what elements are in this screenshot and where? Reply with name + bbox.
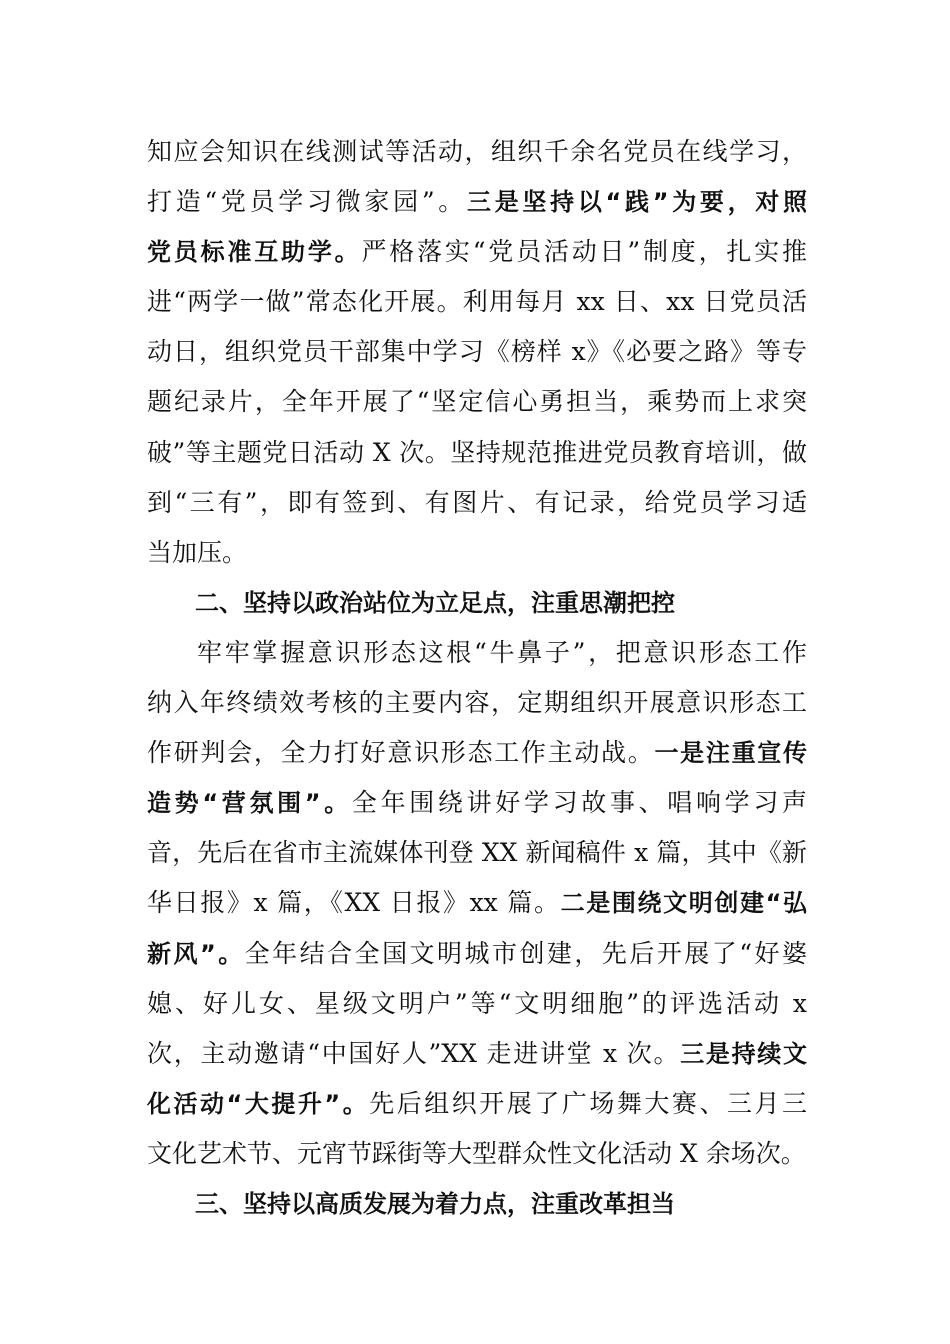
text-line [147,878,807,928]
document-body [147,127,807,1229]
text-line [147,528,807,578]
text-line [147,979,807,1029]
text-run: 动日，组织党员干部集中学习《榜样 x》《必要之路》等专 [147,337,807,367]
bold-text-run: 一是注重宣传 [654,739,807,768]
text-run: 华日报》x 篇，《XX 日报》xx 篇。 [147,888,561,918]
text-run: 文化艺术节、元宵节踩街等大型群众性文化活动 X 余场次。 [147,1138,806,1168]
text-line [147,929,807,979]
text-run: 破”等主题党日活动 X 次。坚持规范推进党员教育培训，做 [147,437,807,467]
text-line [147,778,807,828]
text-run: 先后组织开展了广场舞大赛、三月三 [369,1088,807,1118]
text-run: 打造“党员学习微家园”。 [147,187,468,217]
text-line [147,127,807,177]
text-line [147,227,807,277]
text-line [147,628,807,678]
bold-text-run: 三是持续文 [680,1039,808,1068]
text-run: 媳、好儿女、星级文明户”等“文明细胞”的评选活动 x [147,988,807,1018]
bold-text-run: 新风”。 [147,939,245,968]
section-heading-2: 二、坚持以政治站位为立足点，注重思潮把控 [195,588,675,617]
text-run: 纳入年终绩效考核的主要内容，定期组织开展意识形态工 [147,688,807,718]
text-run: 音，先后在省市主流媒体刊登 XX 新闻稿件 x 篇，其中《新 [147,838,807,868]
text-run: 严格落实“党员活动日”制度，扎实推 [361,237,807,267]
text-line [147,327,807,377]
text-line [147,728,807,778]
bold-text-run: 党员标准互助学。 [147,238,362,267]
text-line [147,678,807,728]
text-run: 牢牢掌握意识形态这根“牛鼻子”，把意识形态工作 [197,637,807,667]
text-line [147,1079,807,1129]
text-run: 全年围绕讲好学习故事、唱响学习声 [351,788,807,818]
text-run: 作研判会，全力打好意识形态工作主动战。 [147,738,655,768]
text-run: 题纪录片，全年开展了“坚定信心勇担当，乘势而上求突 [147,387,807,417]
bold-text-run: 化活动“大提升”。 [147,1089,370,1118]
text-line [147,277,807,327]
text-line [147,1129,807,1179]
text-run: 全年结合全国文明城市创建，先后开展了“好婆 [244,938,807,968]
bold-text-run: 造势“营氛围”。 [147,789,352,818]
text-run: 次，主动邀请“中国好人”XX 走进讲堂 x 次。 [147,1038,681,1068]
text-line [147,828,807,878]
text-line [147,377,807,427]
text-run: 进“两学一做”常态化开展。利用每月 xx 日、xx 日党员活 [147,287,807,317]
text-run: 当加压。 [147,537,248,567]
text-run: 到“三有”，即有签到、有图片、有记录，给党员学习适 [147,487,807,517]
text-line [147,478,807,528]
text-line [147,177,807,227]
text-line [147,1029,807,1079]
text-line [147,428,807,478]
bold-text-run: 二是围绕文明创建“弘 [560,889,807,918]
section-heading-3: 三、坚持以高质发展为着力点，注重改革担当 [195,1189,675,1218]
bold-text-run: 三是坚持以“践”为要，对照 [467,188,808,217]
text-run: 知应会知识在线测试等活动，组织千余名党员在线学习， [147,137,807,166]
